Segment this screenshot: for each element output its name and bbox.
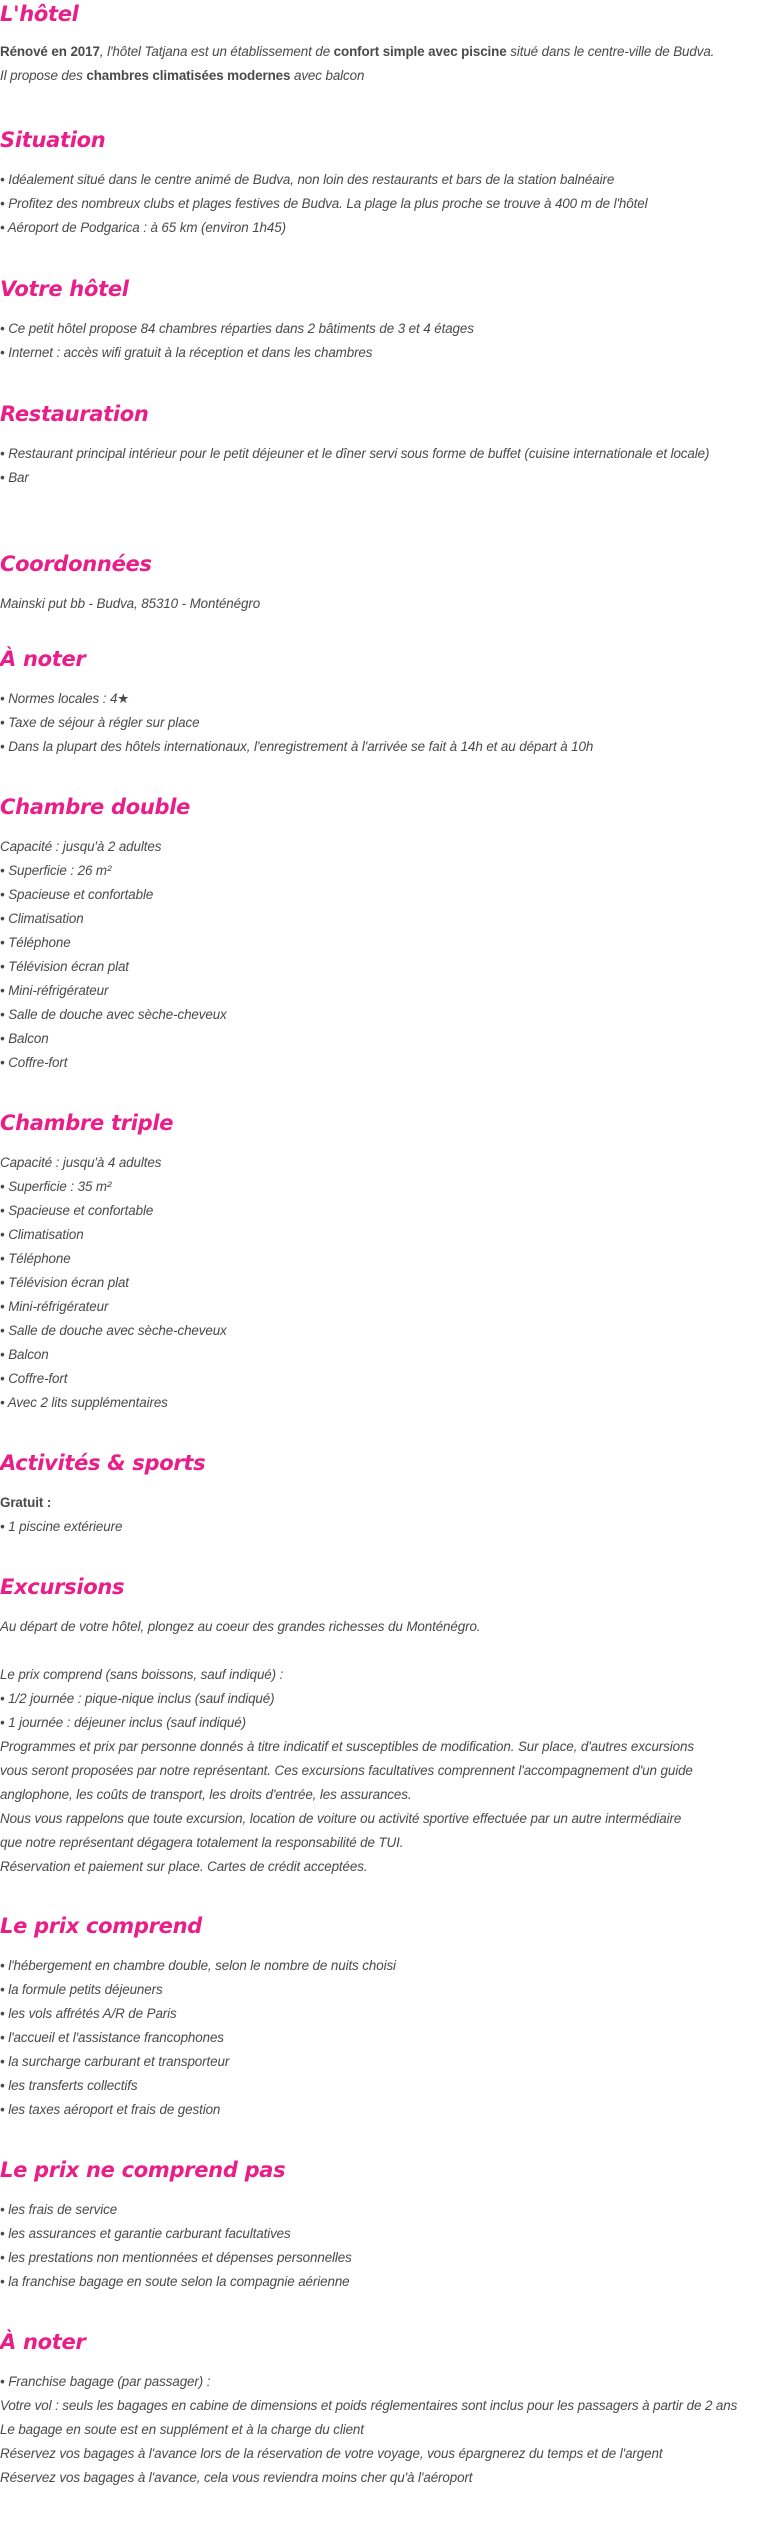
prix-comprend-item: • la surcharge carburant et transporteur: [0, 2054, 230, 2069]
section-title-prix-ne-comprend-pas: Le prix ne comprend pas: [0, 2158, 286, 2182]
chambre-triple-item: • Spacieuse et confortable: [0, 1203, 154, 1218]
excursions-line: Le prix comprend (sans boissons, sauf indiqué) :: [0, 1667, 284, 1682]
activites-gratuit-label: Gratuit :: [0, 1495, 52, 1510]
prix-ne-comprend-pas-item: • la franchise bagage en soute selon la compagnie aérienne: [0, 2274, 350, 2289]
hotel-intro-line-2: Il propose des chambres climatisées modernes avec balcon: [0, 68, 365, 83]
prix-comprend-item: • les transferts collectifs: [0, 2078, 138, 2093]
chambre-triple-item: • Téléphone: [0, 1251, 71, 1266]
section-excursions: [0, 1573, 758, 1879]
bagage-note: Réservez vos bagages à l'avance, cela vous reviendra moins cher qu'à l'aéroport: [0, 2470, 473, 2485]
votre-hotel-item: • Internet : accès wifi gratuit à la réception et dans les chambres: [0, 345, 373, 360]
section-activites: [0, 1449, 758, 1539]
section-chambre-triple: [0, 1109, 758, 1415]
section-title-chambre-triple: Chambre triple: [0, 1111, 174, 1135]
excursions-intro: Au départ de votre hôtel, plongez au coeur des grandes richesses du Monténégro.: [0, 1619, 481, 1634]
section-hotel: [0, 0, 758, 88]
activites-item: • 1 piscine extérieure: [0, 1519, 123, 1534]
a-noter-item: • Normes locales : 4★: [0, 691, 130, 706]
chambre-double-item: • Télévision écran plat: [0, 959, 129, 974]
chambre-double-item: • Balcon: [0, 1031, 49, 1046]
chambre-triple-item: • Salle de douche avec sèche-cheveux: [0, 1323, 227, 1338]
prix-comprend-item: • la formule petits déjeuners: [0, 1982, 163, 1997]
chambre-double-item: • Coffre-fort: [0, 1055, 68, 1070]
section-title-prix-comprend: Le prix comprend: [0, 1914, 202, 1938]
excursions-spacer: [0, 1639, 758, 1663]
chambre-double-item: • Climatisation: [0, 911, 84, 926]
prix-comprend-item: • les taxes aéroport et frais de gestion: [0, 2102, 221, 2117]
hotel-address: Mainski put bb - Budva, 85310 - Monténégro: [0, 596, 261, 611]
chambre-double-item: • Superficie : 26 m²: [0, 863, 112, 878]
prix-ne-comprend-pas-item: • les prestations non mentionnées et dépenses personnelles: [0, 2250, 352, 2265]
section-title-coordonnees: Coordonnées: [0, 552, 152, 576]
excursions-line: que notre représentant dégagera totalement la responsabilité de TUI.: [0, 1835, 404, 1850]
restauration-item: • Bar: [0, 470, 29, 485]
section-title-a-noter: À noter: [0, 647, 86, 671]
prix-comprend-item: • les vols affrétés A/R de Paris: [0, 2006, 177, 2021]
section-title-excursions: Excursions: [0, 1575, 125, 1599]
excursions-line: vous seront proposées par notre représentant. Ces excursions facultatives comprennent l'accompagnement d'un guide: [0, 1763, 693, 1778]
section-votre-hotel: [0, 275, 758, 365]
chambre-triple-item: • Climatisation: [0, 1227, 84, 1242]
bagage-note: • Franchise bagage (par passager) :: [0, 2374, 211, 2389]
section-coordonnees: [0, 550, 758, 616]
chambre-triple-item: • Télévision écran plat: [0, 1275, 129, 1290]
section-prix-comprend: [0, 1912, 758, 2122]
section-title-activites: Activités & sports: [0, 1451, 206, 1475]
chambre-triple-item: • Balcon: [0, 1347, 49, 1362]
chambre-triple-item: • Mini-réfrigérateur: [0, 1299, 109, 1314]
section-prix-ne-comprend-pas: [0, 2156, 758, 2294]
prix-comprend-item: • l'accueil et l'assistance francophones: [0, 2030, 224, 2045]
excursions-line: Réservation et paiement sur place. Cartes de crédit acceptées.: [0, 1859, 368, 1874]
chambre-double-item: • Spacieuse et confortable: [0, 887, 154, 902]
restauration-item: • Restaurant principal intérieur pour le petit déjeuner et le dîner servi sous forme de buffet (cuisine internationale et locale): [0, 446, 710, 461]
chambre-triple-item: • Superficie : 35 m²: [0, 1179, 112, 1194]
section-title-votre-hotel: Votre hôtel: [0, 277, 129, 301]
excursions-line: Nous vous rappelons que toute excursion, location de voiture ou activité sportive effectuée par un autre intermédiaire: [0, 1811, 682, 1826]
chambre-triple-item: Capacité : jusqu'à 4 adultes: [0, 1155, 162, 1170]
excursions-line: anglophone, les coûts de transport, les droits d'entrée, les assurances.: [0, 1787, 412, 1802]
excursions-line: • 1 journée : déjeuner inclus (sauf indiqué): [0, 1715, 246, 1730]
chambre-double-item: • Téléphone: [0, 935, 71, 950]
votre-hotel-item: • Ce petit hôtel propose 84 chambres réparties dans 2 bâtiments de 3 et 4 étages: [0, 321, 474, 336]
a-noter-item: • Taxe de séjour à régler sur place: [0, 715, 200, 730]
section-title-situation: Situation: [0, 128, 106, 152]
section-a-noter: [0, 645, 758, 759]
a-noter-item: • Dans la plupart des hôtels internationaux, l'enregistrement à l'arrivée se fait à 14h et au départ à 10h: [0, 739, 594, 754]
bagage-note: Réservez vos bagages à l'avance lors de la réservation de votre voyage, vous épargnerez du temps et de l'argent: [0, 2446, 663, 2461]
bagage-note: Le bagage en soute est en supplément et à la charge du client: [0, 2422, 364, 2437]
chambre-double-item: • Mini-réfrigérateur: [0, 983, 109, 998]
situation-item: • Profitez des nombreux clubs et plages festives de Budva. La plage la plus proche se trouve à 400 m de l'hôtel: [0, 196, 648, 211]
situation-item: • Aéroport de Podgarica : à 65 km (environ 1h45): [0, 220, 286, 235]
section-title-restauration: Restauration: [0, 402, 149, 426]
chambre-triple-item: • Coffre-fort: [0, 1371, 68, 1386]
prix-comprend-item: • l'hébergement en chambre double, selon le nombre de nuits choisi: [0, 1958, 396, 1973]
situation-item: • Idéalement situé dans le centre animé de Budva, non loin des restaurants et bars de la station balnéaire: [0, 172, 615, 187]
prix-ne-comprend-pas-item: • les frais de service: [0, 2202, 118, 2217]
section-title-a-noter-bagages: À noter: [0, 2330, 86, 2354]
hotel-intro-line-1: Rénové en 2017, l'hôtel Tatjana est un établissement de confort simple avec piscine situé dans le centre-ville de Budva.: [0, 44, 715, 59]
section-title-chambre-double: Chambre double: [0, 795, 191, 819]
section-a-noter-bagages: [0, 2328, 758, 2490]
excursions-line: Programmes et prix par personne donnés à titre indicatif et susceptibles de modification. Sur place, d'autres excursions: [0, 1739, 694, 1754]
prix-ne-comprend-pas-item: • les assurances et garantie carburant facultatives: [0, 2226, 291, 2241]
section-title-hotel: L'hôtel: [0, 2, 79, 26]
chambre-double-item: • Salle de douche avec sèche-cheveux: [0, 1007, 227, 1022]
excursions-line: • 1/2 journée : pique-nique inclus (sauf indiqué): [0, 1691, 275, 1706]
chambre-triple-item: • Avec 2 lits supplémentaires: [0, 1395, 168, 1410]
bagage-note: Votre vol : seuls les bagages en cabine de dimensions et poids réglementaires sont inclus pour les passagers à partir de 2 ans: [0, 2398, 738, 2413]
section-situation: [0, 126, 758, 240]
chambre-double-item: Capacité : jusqu'à 2 adultes: [0, 839, 162, 854]
section-restauration: [0, 400, 758, 490]
section-chambre-double: [0, 793, 758, 1075]
